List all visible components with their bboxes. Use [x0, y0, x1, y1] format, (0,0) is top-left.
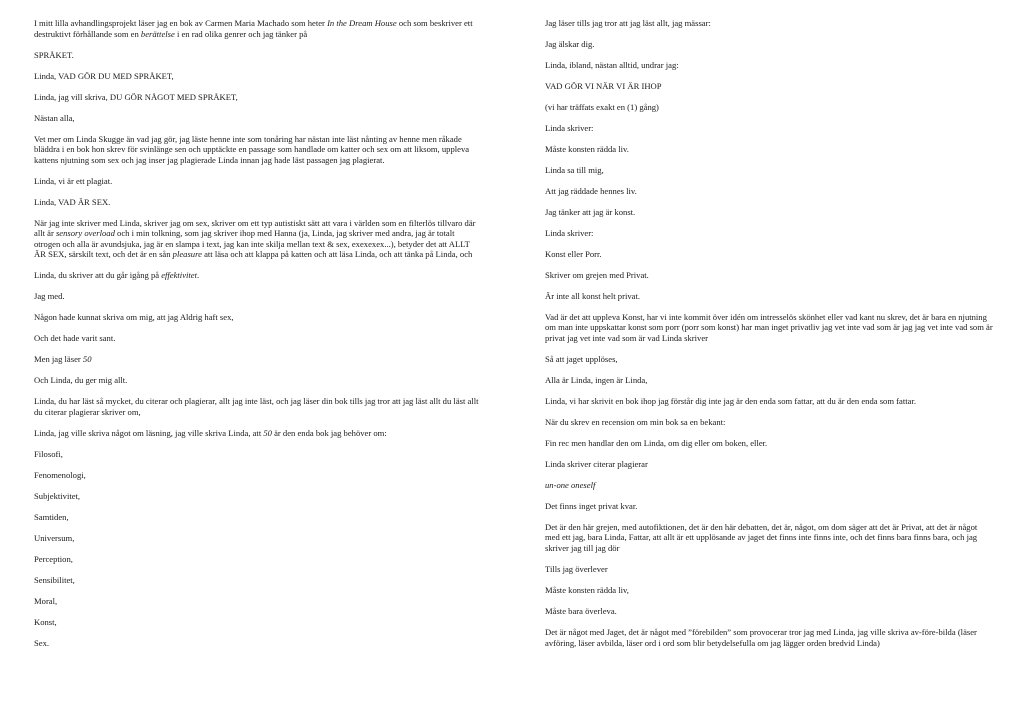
paragraph: Och Linda, du ger mig allt. [34, 375, 128, 386]
list-item: Fenomenologi, [34, 469, 86, 480]
paragraph-nar-jag [34, 218, 482, 260]
right-page-text [545, 18, 993, 659]
paragraph: När du skrev en recension om min bok sa en bekant: [545, 416, 726, 427]
paragraph: Linda, VAD GÖR DU MED SPRÅKET, [34, 70, 174, 81]
text-run: Linda, jag ville skriva något om läsning, jag ville skriva Linda, att [34, 427, 264, 438]
paragraph-un-one [545, 480, 993, 491]
genre-word: berättelse [140, 28, 175, 39]
paragraph: Tills jag överlever [545, 564, 608, 574]
paragraph: Så att jaget upplöses, [545, 353, 618, 364]
paragraph: Vad är det att uppleva Konst, har vi inte kommit över idén om intresselös skönhet eller vad kant nu skrev, det är bara en njutning om man inte uppskattar konst som porr (porr som konst) har man inget privatliv jag vet inte vad som är jag jag vet inte vad som är privat jag vet inte vad som är vad Linda skriver [545, 311, 993, 343]
paragraph: Linda, vi har skrivit en bok ihop jag förstår dig inte jag är den enda som fattar, att du är den enda som fattar. [545, 395, 916, 406]
paragraph: Det är något med Jaget, det är något med ”förebilden” som provocerar tror jag med Linda, jag ville skriva av-före-bilda (läser avföring, läser avbilda, läser ord i ord som blir betydelsefulla om jag lägger orden bredvid Linda) [545, 626, 977, 648]
text-run: I mitt lilla avhandlingsprojekt läser jag en bok av Carmen Maria Machado som heter [34, 18, 328, 28]
list-item: Samtiden, [34, 511, 69, 522]
paragraph: VAD GÖR VI NÄR VI ÄR IHOP [545, 80, 662, 91]
paragraph-effektivitet [34, 270, 482, 281]
paragraph: Någon hade kunnat skriva om mig, att jag Aldrig haft sex, [34, 312, 234, 323]
paragraph: Att jag räddade hennes liv. [545, 185, 637, 196]
paragraph: Är inte all konst helt privat. [545, 290, 640, 301]
paragraph: Linda, du har läst så mycket, du citerar och plagierar, allt jag inte läst, och jag läser din bok tills jag tror att jag läst allt du läst allt du citerar plagierar skriver om, [34, 396, 479, 417]
text-run: är den enda bok jag behöver om: [271, 427, 387, 438]
paragraph-jag-ville [34, 428, 482, 439]
paragraph: Vet mer om Linda Skugge än vad jag gör, jag läste henne inte som tonåring har nästan inte läst nånting av henne men råkade bläddra i en bok hon skrev för svinlänge sen och upptäckte en passage som handlade om katter och sex om att liksom, uppleva kattens njutning som sex och jag inser jag plagierade Linda innan jag hade läst passagen jag plagierat. [34, 133, 470, 165]
list-item: Perception, [34, 553, 73, 564]
term-un-one-oneself: un-one oneself [545, 479, 596, 490]
paragraph: Måste konsten rädda liv. [545, 143, 629, 154]
list-item: Subjektivitet, [34, 490, 81, 501]
term-pleasure: pleasure [172, 249, 202, 260]
paragraph: Linda, VAD ÄR SEX. [34, 196, 111, 207]
list-item: Sensibilitet, [34, 574, 75, 585]
paragraph: Och det hade varit sant. [34, 333, 116, 344]
text-run: När jag inte skriver med Linda, skriver jag om sex, skriver om ett typ autistiskt sätt att vara i världen som en filterlös tillvaro där allt är [34, 217, 476, 239]
paragraph: Jag tänker att jag är konst. [545, 206, 636, 217]
text-run: Men jag läser [34, 354, 83, 365]
paragraph: Linda skriver citerar plagierar [545, 458, 648, 469]
left-page-text [34, 18, 482, 659]
paragraph: Linda sa till mig, [545, 164, 604, 175]
text-run: och som beskriver ett destruktivt förhållande som en [34, 18, 473, 39]
paragraph: Nästan alla, [34, 112, 75, 123]
paragraph: Linda, jag vill skriva, DU GÖR NÅGOT MED SPRÅKET, [34, 91, 238, 102]
paragraph: Linda, ibland, nästan alltid, undrar jag: [545, 59, 679, 70]
paragraph: Fin rec men handlar den om Linda, om dig eller om boken, eller. [545, 437, 768, 448]
list-item: Moral, [34, 595, 58, 606]
right-page [512, 0, 1024, 723]
term-effektivitet: effektivitet [161, 270, 197, 281]
paragraph: Linda, vi är ett plagiat. [34, 175, 113, 186]
number-50: 50 [82, 354, 92, 365]
paragraph: Måste konsten rädda liv, [545, 584, 629, 595]
paragraph: Konst eller Porr. [545, 248, 602, 259]
paragraph-intro [34, 18, 482, 39]
paragraph: Alla är Linda, ingen är Linda, [545, 374, 648, 385]
paragraph: Linda skriver: [545, 227, 594, 238]
list-item: Universum, [34, 532, 75, 543]
list-item: Sex. [34, 637, 50, 648]
text-run: Linda, du skriver att du går igång på [34, 270, 162, 281]
text-run: att läsa och att klappa på katten och att läsa Linda, och att tänka på Linda, och [201, 249, 473, 260]
text-run: och i min tolkning, som jag skriver ihop med Hanna (ja, Linda, jag skriver med andra, jag är totalt otrogen och alla är avundsjuka, jag är en slampa i text, jag kan inte skilja mellan text & sex, exexexex...), betyder det att ALLT ÄR SEX, särskilt text, och det är en sån [34, 228, 470, 260]
paragraph-men-laser [34, 354, 482, 365]
paragraph: SPRÅKET. [34, 49, 74, 60]
term-sensory-overload: sensory overload [55, 228, 115, 239]
paragraph: Jag läser tills jag tror att jag läst allt, jag mässar: [545, 18, 711, 28]
paragraph: Det finns inget privat kvar. [545, 500, 638, 511]
paragraph: Linda skriver: [545, 122, 594, 133]
text-run: i en rad olika genrer och jag tänker på [174, 28, 308, 39]
paragraph: Det är den här grejen, med autofiktionen, det är den här debatten, det är, något, om dom säger att det är Privat, att det är något med ett jag, bara Linda, Fattar, att allt är ett upplösande av jaget det finns inte finns inte, och det finns bara finns bara, och jag skriver jag till jag dör [545, 521, 978, 554]
paragraph: Jag älskar dig. [545, 38, 595, 49]
list-item: Konst, [34, 616, 57, 627]
paragraph: (vi har träffats exakt en (1) gång) [545, 101, 659, 112]
paragraph: Jag med. [34, 291, 65, 302]
text-run: . [197, 270, 200, 281]
number-50: 50 [263, 427, 272, 438]
list-item: Filosofi, [34, 448, 63, 459]
paragraph: Skriver om grejen med Privat. [545, 269, 649, 280]
book-title: In the Dream House [327, 18, 397, 28]
paragraph: Måste bara överleva. [545, 605, 617, 616]
